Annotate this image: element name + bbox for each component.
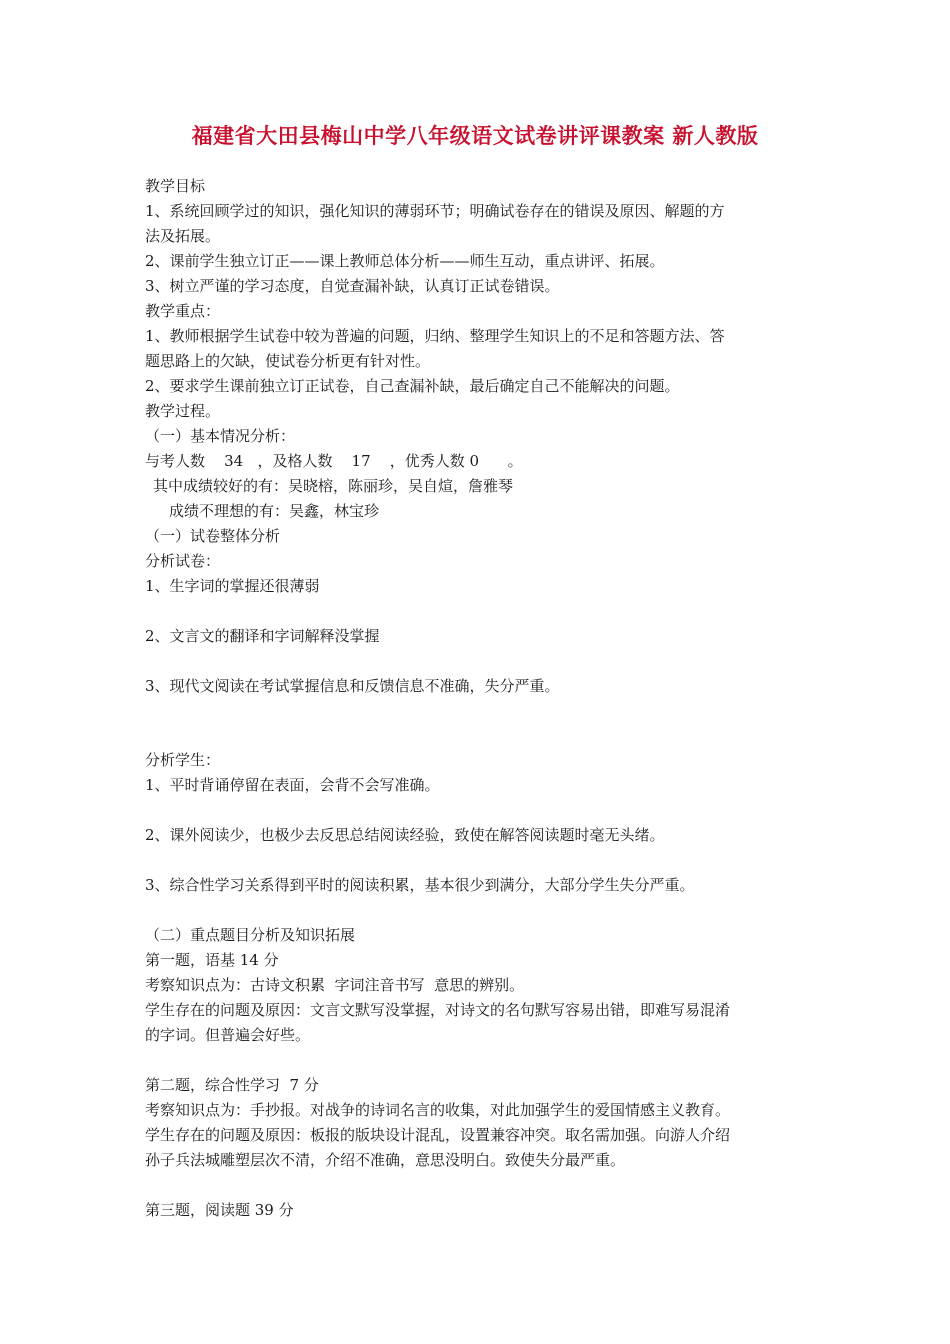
goal-item: 2、课前学生独立订正——课上教师总体分析——师生互动，重点讲评、拓展。 [145,252,665,270]
student-analysis-item: 1、平时背诵停留在表面，会背不会写准确。 [145,776,440,794]
question-issue-continued: 的字词。但普遍会好些。 [145,1026,311,1044]
section-heading: （一）试卷整体分析 [145,527,281,545]
paper-analysis-item: 1、生字词的掌握还很薄弱 [145,577,320,595]
goals-heading: 教学目标 [145,177,206,195]
student-analysis-item: 3、综合性学习关系得到平时的阅读积累，基本很少到满分，大部分学生失分严重。 [145,876,695,894]
document-body [145,174,813,1223]
spacer [145,898,813,923]
question-issue: 学生存在的问题及原因：板报的版块设计混乱，设置兼容冲突。取名需加强。向游人介绍 [145,1126,731,1144]
focus-item: 1、教师根据学生试卷中较为普遍的问题，归纳、整理学生知识上的不足和答题方法、答 [145,327,725,345]
focus-heading: 教学重点： [145,302,221,320]
student-analysis-heading: 分析学生： [145,751,221,769]
focus-item-continued: 题思路上的欠缺，使试卷分析更有针对性。 [145,352,431,370]
section-heading: （二）重点题目分析及知识拓展 [145,926,356,944]
paper-analysis-item: 2、文言文的翻译和字词解释没掌握 [145,627,380,645]
goal-item-continued: 法及拓展。 [145,227,221,245]
poor-students: 成绩不理想的有：吴鑫，林宝珍 [169,502,380,520]
paper-analysis-heading: 分析试卷： [145,552,221,570]
spacer [145,699,813,748]
spacer [145,1173,813,1198]
spacer [145,1048,813,1073]
question-points: 考察知识点为：手抄报。对战争的诗词名言的收集，对此加强学生的爱国情感主义教育。 [145,1101,731,1119]
good-students: 其中成绩较好的有：吴晓榕，陈丽珍，吴自煊，詹雅琴 [153,477,514,495]
question-issue: 学生存在的问题及原因：文言文默写没掌握，对诗文的名句默写容易出错，即难写易混淆 [145,1001,731,1019]
goal-item: 3、树立严谨的学习态度，自觉查漏补缺，认真订正试卷错误。 [145,277,560,295]
spacer [145,649,813,674]
question-heading: 第二题，综合性学习 7 分 [145,1076,319,1094]
focus-item: 2、要求学生课前独立订正试卷，自己查漏补缺，最后确定自己不能解决的问题。 [145,377,680,395]
spacer [145,599,813,624]
process-heading: 教学过程。 [145,402,221,420]
question-heading: 第一题，语基 14 分 [145,951,279,969]
section-heading: （一）基本情况分析： [145,427,296,445]
question-issue-continued: 孙子兵法城雕塑层次不清，介绍不准确，意思没明白。致使失分最严重。 [145,1151,626,1169]
spacer [145,798,813,823]
exam-statistics: 与考人数 34 ，及格人数 17 ，优秀人数 0 。 [145,452,523,470]
paper-analysis-item: 3、现代文阅读在考试掌握信息和反馈信息不准确，失分严重。 [145,677,560,695]
goal-item: 1、系统回顾学过的知识，强化知识的薄弱环节；明确试卷存在的错误及原因、解题的方 [145,202,725,220]
spacer [145,848,813,873]
question-heading: 第三题，阅读题 39 分 [145,1201,294,1219]
document-title: 福建省大田县梅山中学八年级语文试卷讲评课教案 新人教版 [191,124,759,148]
question-points: 考察知识点为：古诗文积累 字词注音书写 意思的辨别。 [145,976,525,994]
student-analysis-item: 2、课外阅读少，也极少去反思总结阅读经验，致使在解答阅读题时毫无头绪。 [145,826,665,844]
